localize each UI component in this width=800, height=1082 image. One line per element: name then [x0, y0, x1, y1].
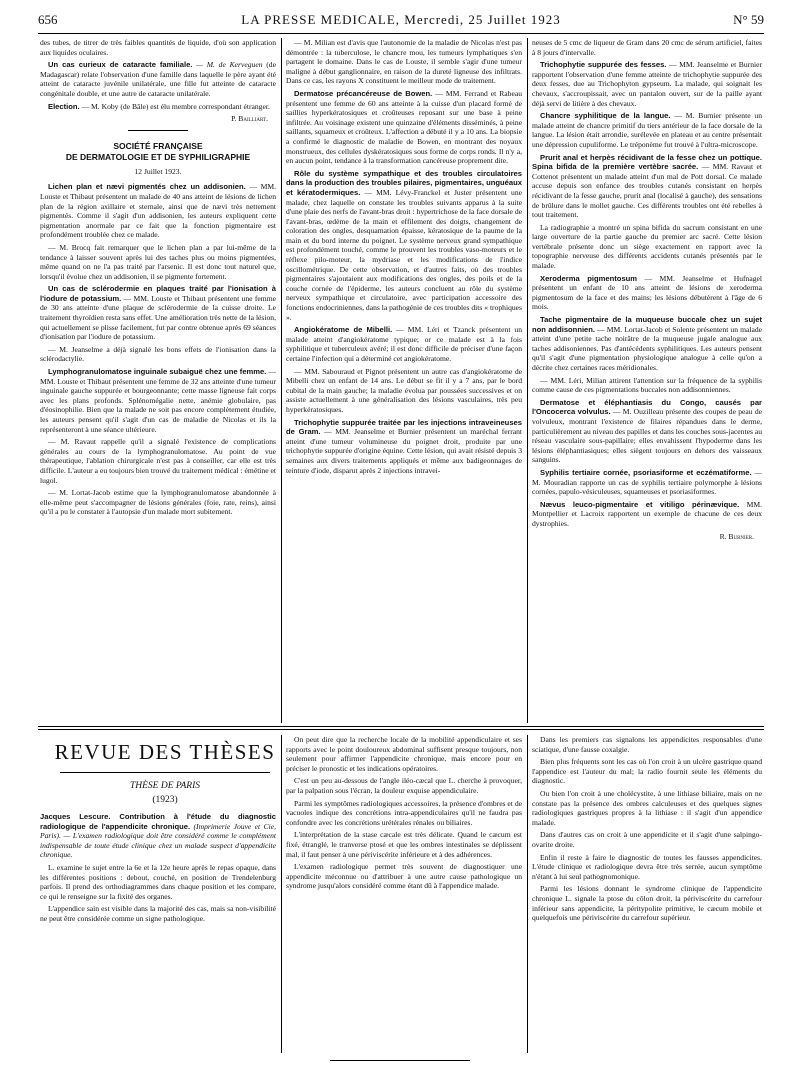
theses-year: (1923)	[152, 795, 178, 805]
paragraph: neuses de 5 cmc de liqueur de Gram dans 20 cmc de sérum artificiel, faites à 8 jours d'intervalle.	[532, 38, 762, 57]
section-heading: Dermatose et éléphantiasis du Congo, causés par l'Oncocerca volvulus.	[532, 397, 762, 417]
column-divider	[281, 735, 282, 1053]
paragraph: Dans les premiers cas signalons les appendicites responsables d'une sciatique, d'une fausse coxalgie.	[532, 735, 762, 754]
section-heading: Syphilis tertiaire cornée, psoriasiforme et eczématiforme.	[540, 467, 752, 477]
paragraph: Dans d'autres cas on croit à une appendicite et il s'agit d'une salpingo-ovarite droite.	[532, 830, 762, 849]
paragraph: Syphilis tertiaire cornée, psoriasiforme et eczématiforme. — M. Mouradian rapporte un cas de syphilis tertiaire polymorphe à lésions cornées, papulo-vésiculeuses, squameuses et psoriasiformes.	[532, 467, 762, 497]
issue-number: N° 59	[733, 12, 764, 27]
section-heading: Angiokératome de Mibelli.	[294, 325, 393, 335]
theses-title: REVUE DES THÈSES	[54, 740, 276, 764]
header-rule	[38, 33, 764, 34]
page-header	[38, 12, 764, 30]
column-3	[532, 38, 762, 723]
paragraph: des tubes, de titrer de très faibles quantités de liquide, d'où son application aux liquides oculaires.	[40, 38, 276, 57]
paragraph: Chancre syphilitique de la langue. — M. Burnier présente un malade atteint de chancre primitif du tiers antérieur de la face dorsale de la langue. La lésion était arrondie, surélevée en plateau et au centre présentait une dépression cupuliforme. Le tréponème fut trouvé à l'ultra-microscope.	[532, 111, 762, 149]
signature: P. Bailliart.	[231, 114, 268, 124]
column-divider	[281, 38, 282, 723]
column-divider	[527, 38, 528, 723]
paragraph: L'interprétation de la stase cæcale est très délicate. Quand le cæcum est fixé, étranglé, le tranverse ptosé et que les ombres intestinales se déplissent mal, il faut penser à une périviscérite inférieure et à des adhérences.	[286, 830, 522, 859]
paragraph: Jacques Lescure. Contribution à l'étude du diagnostic radiologique de l'appendicite chronique. (Imprimerie Jouve et Cie, Paris). — L'examen radiologique doit être considéré comme le complément indispensable de toute étude clinique chez un malade suspect d'appendicite chronique.	[40, 812, 276, 860]
paragraph: — MM. Léri, Milian attirent l'attention sur la fréquence de la syphilis comme cause de ces pigmentations buccales non addisonniennes.	[532, 375, 762, 395]
theses-column-1	[40, 812, 276, 1052]
paragraph: Bien plus fréquents sont les cas où l'on croit à un ulcère gastrique quand l'appendice est l'auteur du mal; la radio fournit seule les éléments du diagnostic.	[532, 757, 762, 786]
paragraph: Trichophytie suppurée traitée par les injections intraveineuses de Gram. — MM. Jeanselme et Burnier présentent un maréchal ferrant atteint d'une tumeur volumineuse du poignet droit, produite par une trichophytie suppurée d'origine équine. Cette lésion, qui avait résisté depuis 3 semaines aux divers traitements appliqués et même aux badigeonnages de teinture d'iode, disparut après 2 injections intravei-	[286, 417, 522, 475]
section-heading: Tache pigmentaire de la muqueuse buccale chez un sujet non addisonnien.	[532, 315, 762, 334]
section-heading: Dermatose précancéreuse de Bowen.	[294, 88, 433, 98]
paragraph: Trichophytie suppurée des fesses. — MM. Jeanselme et Burnier rapportent l'observation d'une femme atteinte de trichophytie suppurée des deux fesses, due au Trichophyton gypseum. La malade, qui soignait les chevaux, s'accroupissait, avec un pantalon ouvert, sur de la paille ayant déjà servi de litière à des chevaux.	[532, 60, 762, 108]
paragraph: Lichen plan et nævi pigmentés chez un addisonien. — MM. Louste et Thibaut présentent un malade de 40 ans atteint de lésions de lichen plan de la région axillaire et sternale, ainsi que de nævi très nettement pigmentés. Comme il s'agit d'un addisonien, les auteurs expliquent cette pigmentation anormale par ce fait que la fonction pigmentaire est profondément troublée chez ce malade.	[40, 182, 276, 240]
section-heading: Xeroderma pigmentosum	[540, 273, 638, 283]
page-number: 656	[38, 12, 58, 27]
paragraph: — M. Milian est d'avis que l'autonomie de la maladie de Nicolas n'est pas démontrée : la tuberculose, le chancre mou, les tumeurs lymphatiques s'en partagent le domaine. Dans le cas de Louste, il semble s'agir d'une tumeur maligne à début ganglionnaire, en raison de la dureté ligneuse des infiltrats. Dans ce cas, les rayons X constituent le meilleur mode de traitement.	[286, 38, 522, 86]
paragraph: La radiographie a montré un spina bifida du sacrum consistant en une large ouverture de la partie gauche du premier arc sacré. Cette lésion vertébrale présente donc un siège exactement en rapport avec la topographie nerveuse des différents accidents cutanés présentés par le malade.	[532, 222, 762, 271]
paragraph: Prurit anal et herpès récidivant de la fesse chez un pottique. Spina bifida de la première vertèbre sacrée. — MM. Ravaut et Cottenot présentent un malade atteint d'un mal de Pott dorsal. Ce malade accuse depuis son enfance des troubles cutanés consistant en herpès récidivant de la fesse gauche, prurit anal (localisé à gauche), des sensations de brûlure dans le mollet gauche. Ces différents troubles ont été rebelles à tout traitement.	[532, 152, 762, 220]
signature: R. Burnier.	[719, 531, 754, 541]
section-heading: Lymphogranulomatose inguinale subaiguë chez une femme.	[48, 367, 267, 377]
paragraph: — M. Brocq fait remarquer que le lichen plan a par lui-même de la tendance à laisser souvent après lui des taches plus ou moins pigmentées, même quand on ne l'a pas traité par l'arsenic. Il est donc tout naturel que, lorsqu'il évolue chez un addisonien, il se pigmente fortement.	[40, 242, 276, 281]
paragraph: Angiokératome de Mibelli. — MM. Léri et Tzanck présentent un malade atteint d'angiokératome typique; or ce malade est à la fois syphilitique et tuberculeux avéré; il est donc difficile de préciser d'une façon certaine l'infection qui a déterminé cet angiokératome.	[286, 325, 522, 363]
paragraph: C'est un peu au-dessous de l'angle iléo-cæcal que L. cherche à provoquer, par la palpation sous l'écran, la douleur exquise appendiculaire.	[286, 776, 522, 795]
column-1	[40, 38, 276, 723]
paragraph: — M. Ravaut rappelle qu'il a signalé l'existence de complications générales au cours de la lymphogranulomatose. Au point de vue thérapeutique, l'ablation chirurgicale n'est pas à conseiller, car elle est très difficile. L'auteur a eu toujours bien trouvé du traitement médical : émétine et lugol.	[40, 437, 276, 485]
theses-subtitle: THÈSE DE PARIS	[129, 781, 200, 791]
title-underline	[60, 772, 270, 773]
paragraph: Ou bien l'on croit à une cholécystite, à une lithiase biliaire, mais on ne constate pas la présence des ombres calculeuses et des quelques signes radiologiques gastriques propres à la lithiase : il s'agit d'un appendice malade.	[532, 788, 762, 827]
section-heading: Nævus leuco-pigmentaire et vitiligo périnævique.	[540, 499, 740, 509]
section-heading: Un cas curieux de cataracte familiale.	[48, 60, 193, 70]
paragraph: Dermatose précancéreuse de Bowen. — MM. Ferrand et Rabeau présentent une femme de 60 ans atteinte à la cuisse d'un placard formé de saillies hyperkératosiques et croûteuses reposant sur une base à peine infiltrée. Au voisinage existent une quinzaine d'éléments disséminés, à peine saillants, squameux et croûteux. L'affection a débuté il y a 10 ans. La biopsie a confirmé le diagnostic de maladie de Bowen, en montrant des noyaux monstrueux, des cellules dyskératosiques sous forme de corps ronds. Il n'y a, en aucun point, tendance à la transformation cancéreuse proprement dite.	[286, 88, 522, 166]
journal-title: LA PRESSE MEDICALE, Mercredi, 25 Juillet 1923	[241, 12, 561, 27]
section-divider	[38, 729, 764, 730]
paragraph: Nævus leuco-pigmentaire et vitiligo périnævique. MM. Montpellier et Lacroix rapportent un exemple de chacune de ces deux dystrophies.	[532, 499, 762, 528]
section-heading: Lichen plan et nævi pigmentés chez un addisonien.	[48, 182, 246, 192]
paragraph: Parmi les lésions donnant le syndrome clinique de l'appendicite chronique L. signale la ptose du côlon droit, la périviscérite du carrefour inférieur sans appendicite, la péritypolite primitive, le cæcum mobile et quelquefois une périviscérite du carrefour supérieur.	[532, 884, 762, 923]
paragraph: Un cas de sclérodermie en plaques traité par l'ionisation à l'iodure de potassium. — MM. Louste et Thibaut présentent une femme de 30 ans atteinte d'une plaque de sclérodermie de la cuisse droite. Le traitement thyroïdien resta sans effet. Une amélioration très nette de la lésion, qui actuellement se plisse facilement, fut par contre obtenue après 69 séances d'ionisation par l'iodure de potassium.	[40, 284, 276, 342]
society-title: SOCIÉTÉ FRANÇAISE	[113, 140, 203, 151]
paragraph: Dermatose et éléphantiasis du Congo, causés par l'Oncocerca volvulus. — M. Ouzilleau présente des coupes de peau de volvuleux, montrant l'existence de filaires répandues dans le derme, particulièrement au niveau des papilles et dans les couches sous-jacentes au réseau vasculaire sous-papillaire; elles envahissent l'hypoderme dans les lésions éléphantiasiques; elles siègent toujours en dehors des vaisseaux sanguins.	[532, 397, 762, 465]
paragraph: — M. Jeanselme a déjà signalé les bons effets de l'ionisation dans la sclérodactylie.	[40, 344, 276, 364]
end-rule	[330, 1060, 470, 1061]
paragraph: Tache pigmentaire de la muqueuse buccale chez un sujet non addisonnien. — MM. Lortat-Jacob et Solente présentent un malade atteint d'une petite tache noirâtre de la muqueuse jugale analogue aux taches addisoniennes. Pas d'antécédents syphilitiques. Les auteurs pensent qu'il s'agit d'une pigmentation physiologique analogue à celle qu'on a décrite chez certaines races méridionales.	[532, 315, 762, 372]
section-heading: Prurit anal et herpès récidivant de la fesse chez un pottique. Spina bifida de la première vertèbre sacrée.	[532, 152, 762, 172]
paragraph: L. examine le sujet entre la 6e et la 12e heure après le repas opaque, dans les différentes positions : debout, couché, en position de Trendelenburg parfois. Il prend des orthodiagrammes dans chaque position et les compare, ce qui le renseigne sur la fixité des organes.	[40, 862, 276, 901]
paragraph: Parmi les symptômes radiologiques accessoires, la présence d'ombres et de vacuoles indique des concrétions intra-appendiculaires qu'il ne faudra pas confondre avec les concrétions urétérales rénales ou biliaires.	[286, 798, 522, 827]
paragraph: — M. Lortat-Jacob estime que la lymphogranulomatose abandonnée à elle-même peut s'accompagner de lésions générales (foie, rate, reins), ainsi qu'il a pu le constater à l'autopsie d'un malade mort subitement.	[40, 488, 276, 517]
paragraph: Xeroderma pigmentosum — MM. Jeanselme et Hufnagel présentent un enfant de 10 ans atteint de lésions de xeroderma pigmentosum de la face et des mains; les lésions débutèrent à l'âge de 6 mois.	[532, 273, 762, 312]
paragraph: Rôle du système sympathique et des troubles circulatoires dans la production des troubles pilaires, pigmentaires, unguéaux et kératodermiques. — MM. Lévy-Franckel et Juster présentent une malade, chez laquelle on constate les troubles suivants apparus à la suite d'une plaie des nerfs de l'avant-bras droit : hypertrichose de la face dorsale de l'avant-bras, œdème de la main et effilement des doigts, changement de coloration des ongles, desquamation épaisse, kératosique de la paume de la main et du bord interne du poignet. Le système nerveux grand sympathique est profondément touché, comme le prouvent les troubles vaso-moteurs et le réflexe pilo-moteur, la mydriase et les modifications de l'indice oscillométrique. De cette observation, et d'autres faits, où des troubles pigmentaires s'ajoutaient aux modifications des ongles, des poils et de la couche cornée de l'épiderme, les auteurs concluent au rôle du système nerveux sympathique et circulatoire, avec participation accessoire des fonctions endocriniennes, dans la pathogénie de ces troubles dits « trophiques ».	[286, 168, 522, 322]
column-divider	[527, 735, 528, 1053]
paragraph: L'examen radiologique permet très souvent de diagnostiquer une appendicite méconnue ou d'attribuer à une autre cause pathologique un syndrome jusqu'alors considéré comme étant dû à l'appendice malade.	[286, 862, 522, 891]
section-heading: Trichophytie suppurée des fesses.	[540, 60, 667, 70]
paragraph: On peut dire que la recherche locale de la mobilité appendiculaire et ses rapports avec le point douloureux abdominal suffisent presque toujours, non seulement pour affirmer l'appendicite chronique, mais encore pour en préciser le pronostic et les indications opératoires.	[286, 735, 522, 773]
section-heading: Rôle du système sympathique et des troubles circulatoires dans la production des troubles pilaires, pigmentaires, unguéaux et kératodermiques.	[286, 168, 522, 197]
paragraph: Un cas curieux de cataracte familiale. — M. de Kerveguen (de Madagascar) relate l'observation d'une famille dans laquelle le père ayant été atteint de cataracte juvénile unilatérale, une fille fut atteinte de cataracte congénitale double, et une autre de cataracte unilatérale.	[40, 60, 276, 98]
column-2	[286, 38, 522, 723]
paragraph: Election. — M. Koby (de Bâle) est élu membre correspondant étranger.	[48, 101, 270, 111]
meeting-date: 12 Juillet 1923.	[134, 166, 182, 176]
divider	[128, 130, 188, 131]
section-heading: Chancre syphilitique de la langue.	[540, 111, 671, 121]
section-divider	[38, 726, 764, 727]
paragraph: Enfin il reste à faire le diagnostic de toutes les fausses appendicites. L'étude clinique et radiologique devra être très serrée, aucun symptôme n'étant à lui seul pathognomonique.	[532, 852, 762, 881]
thesis-heading: Jacques Lescure. Contribution à l'étude du diagnostic radiologique de l'appendicite chronique.	[40, 812, 276, 831]
section-heading: Election.	[48, 101, 80, 111]
theses-column-2	[286, 735, 522, 1053]
section-heading: Un cas de sclérodermie en plaques traité par l'ionisation à l'iodure de potassium.	[40, 284, 276, 303]
section-heading: Trichophytie suppurée traitée par les injections intraveineuses de Gram.	[286, 417, 522, 437]
paragraph: L'appendice sain est visible dans la majorité des cas, mais sa non-visibilité ne peut être considérée comme un signe pathologique.	[40, 904, 276, 923]
paragraph: Lymphogranulomatose inguinale subaiguë chez une femme. — MM. Louste et Thibaut présentent une femme de 32 ans atteinte d'une tumeur inguinale gauche suppurée et bourgeonnante; cette masse ligneuse fait corps avec les plans profonds. Splénomégalie nette, anémie globulaire, pas d'éosinophilie. Bien que la malade ne soit pas encore complètement étudiée, les auteurs pensent qu'il s'agit d'un cas de maladie de Nicolas et ils la représenteront à une séance ultérieure.	[40, 367, 276, 434]
society-subtitle: DE DERMATOLOGIE ET DE SYPHILIGRAPHIE	[65, 151, 251, 162]
theses-column-3	[532, 735, 762, 1053]
paragraph: — MM. Sabouraud et Pignot présentent un autre cas d'angiokératome de Mibelli chez un enfant de 14 ans. Le début se fit il y a 7 ans, par le bord cubital de la main gauche; la maladie évolua par poussées successives et on assiste actuellement à une généralisation des lésions vasculaires, très peu hyperkératosiques.	[286, 366, 522, 414]
